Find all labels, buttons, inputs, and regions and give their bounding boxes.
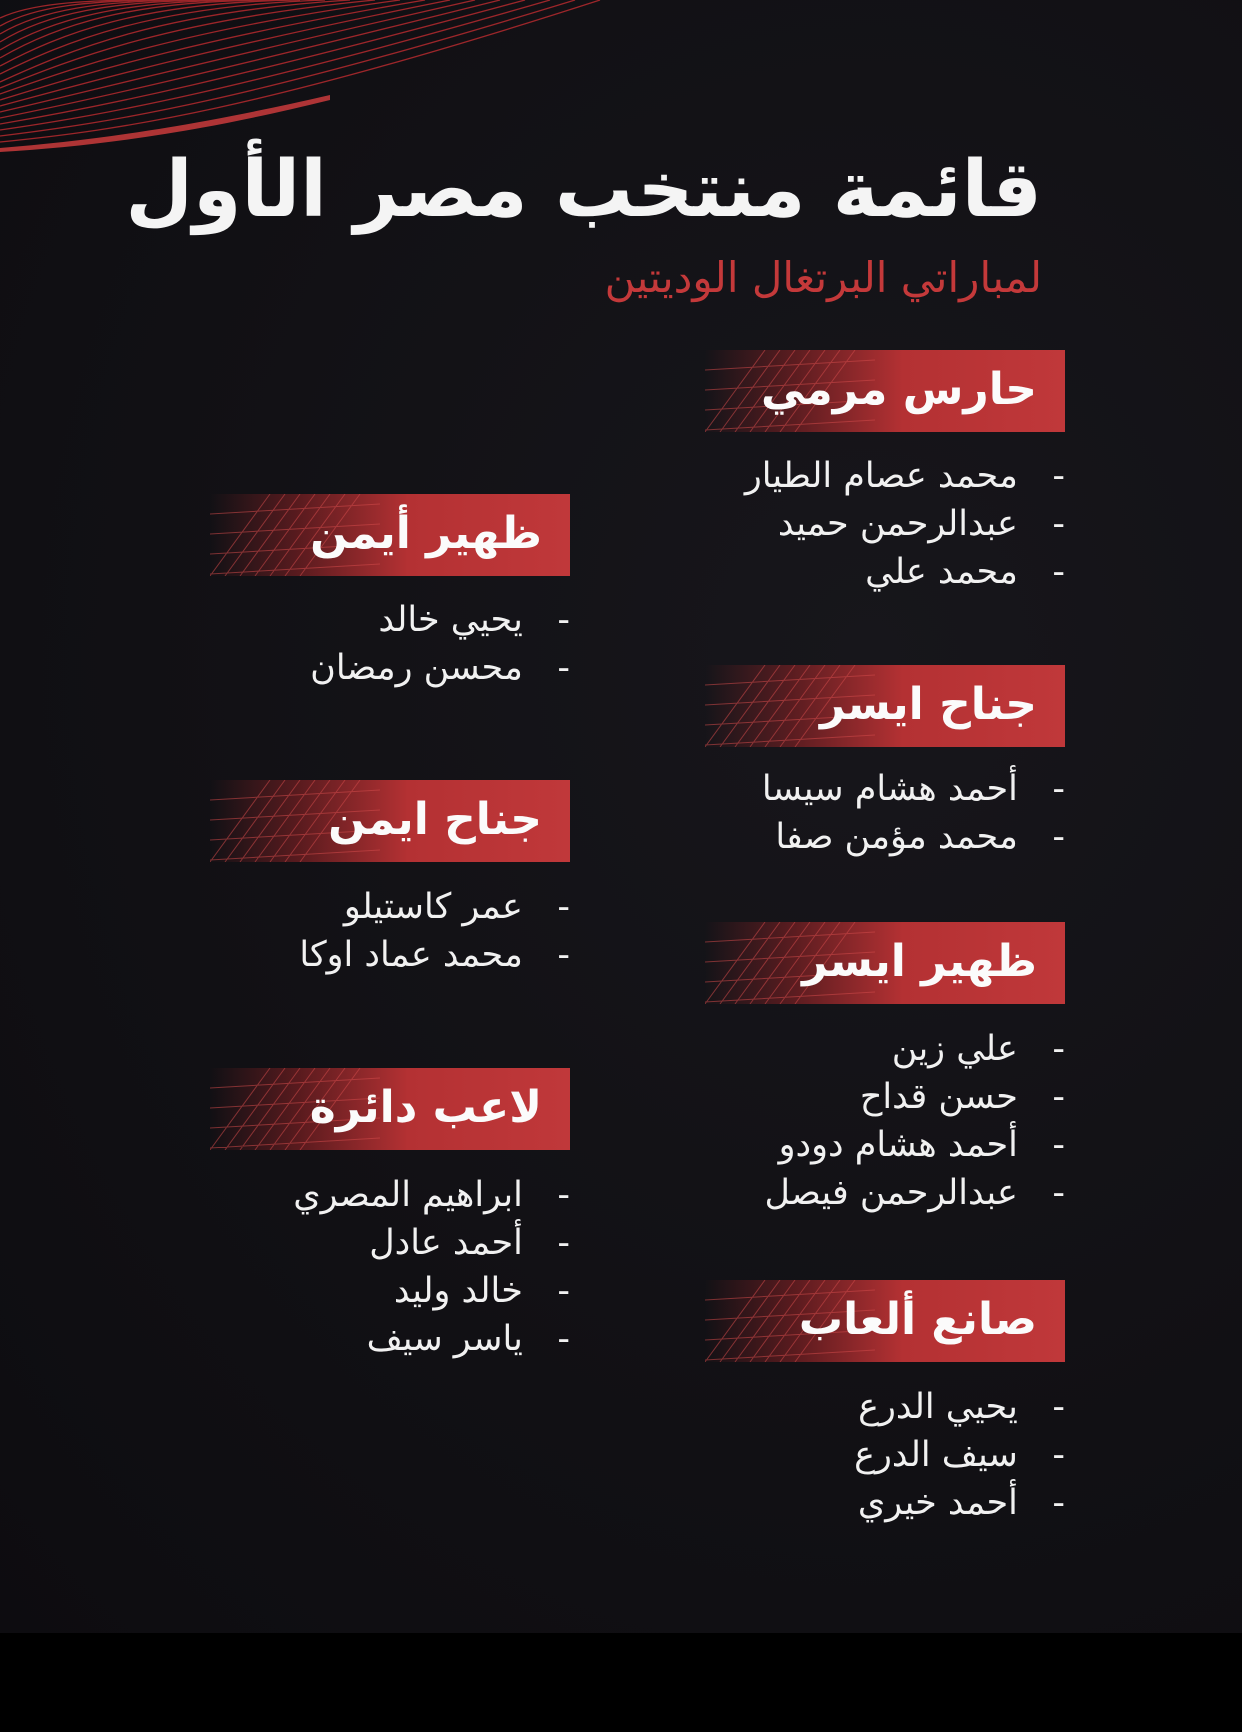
player-name: - عبدالرحمن فيصل [764,1173,1065,1213]
player-name: - حسن قداح [859,1077,1065,1117]
player-list-right-wing [299,883,570,979]
player-list-playmaker [854,1383,1065,1527]
position-label: لاعب دائرة [309,1082,542,1133]
position-banner-left-back [705,922,1065,1004]
page-title: قائمة منتخب مصر الأول [125,145,1042,235]
player-name: - يحيي الدرع [858,1387,1065,1427]
page-subtitle: لمباراتي البرتغال الوديتين [604,253,1042,302]
player-list-left-wing [762,765,1065,861]
player-name: - سيف الدرع [854,1435,1065,1475]
player-list-left-back [765,1025,1065,1217]
player-name: - علي زين [891,1029,1065,1069]
player-name: - محسن رمضان [310,648,570,688]
player-list-right-back [310,596,570,692]
position-label: ظهير ايسر [802,936,1037,987]
red-wave-lines-decoration [0,0,620,160]
player-name: - محمد عماد اوكا [299,935,570,975]
player-name: - محمد عصام الطيار [744,456,1065,496]
position-label: ظهير أيمن [310,508,542,559]
player-name: - أحمد عادل [369,1223,570,1263]
position-label: صانع ألعاب [798,1294,1037,1345]
position-label: جناح ايسر [820,679,1037,730]
bottom-black-band [0,1633,1242,1732]
player-name: - أحمد هشام دودو [778,1125,1065,1165]
player-name: - عمر كاستيلو [343,887,570,927]
player-name: - ياسر سيف [366,1319,570,1359]
player-name: - ابراهيم المصري [293,1175,570,1215]
player-name: - خالد وليد [393,1271,570,1311]
position-banner-pivot [210,1068,570,1150]
player-name: - يحيي خالد [378,600,570,640]
position-label: جناح ايمن [328,794,542,845]
position-banner-goalkeeper [705,350,1065,432]
player-list-goalkeeper [745,452,1065,596]
position-banner-right-wing [210,780,570,862]
player-list-pivot [293,1171,570,1363]
player-name: - محمد علي [865,552,1065,592]
player-name: - أحمد خيري [857,1483,1065,1523]
position-label: حارس مرمي [761,364,1037,415]
position-banner-playmaker [705,1280,1065,1362]
player-name: - محمد مؤمن صفا [775,817,1065,857]
position-banner-left-wing [705,665,1065,747]
position-banner-right-back [210,494,570,576]
player-name: - أحمد هشام سيسا [761,769,1065,809]
player-name: - عبدالرحمن حميد [777,504,1065,544]
